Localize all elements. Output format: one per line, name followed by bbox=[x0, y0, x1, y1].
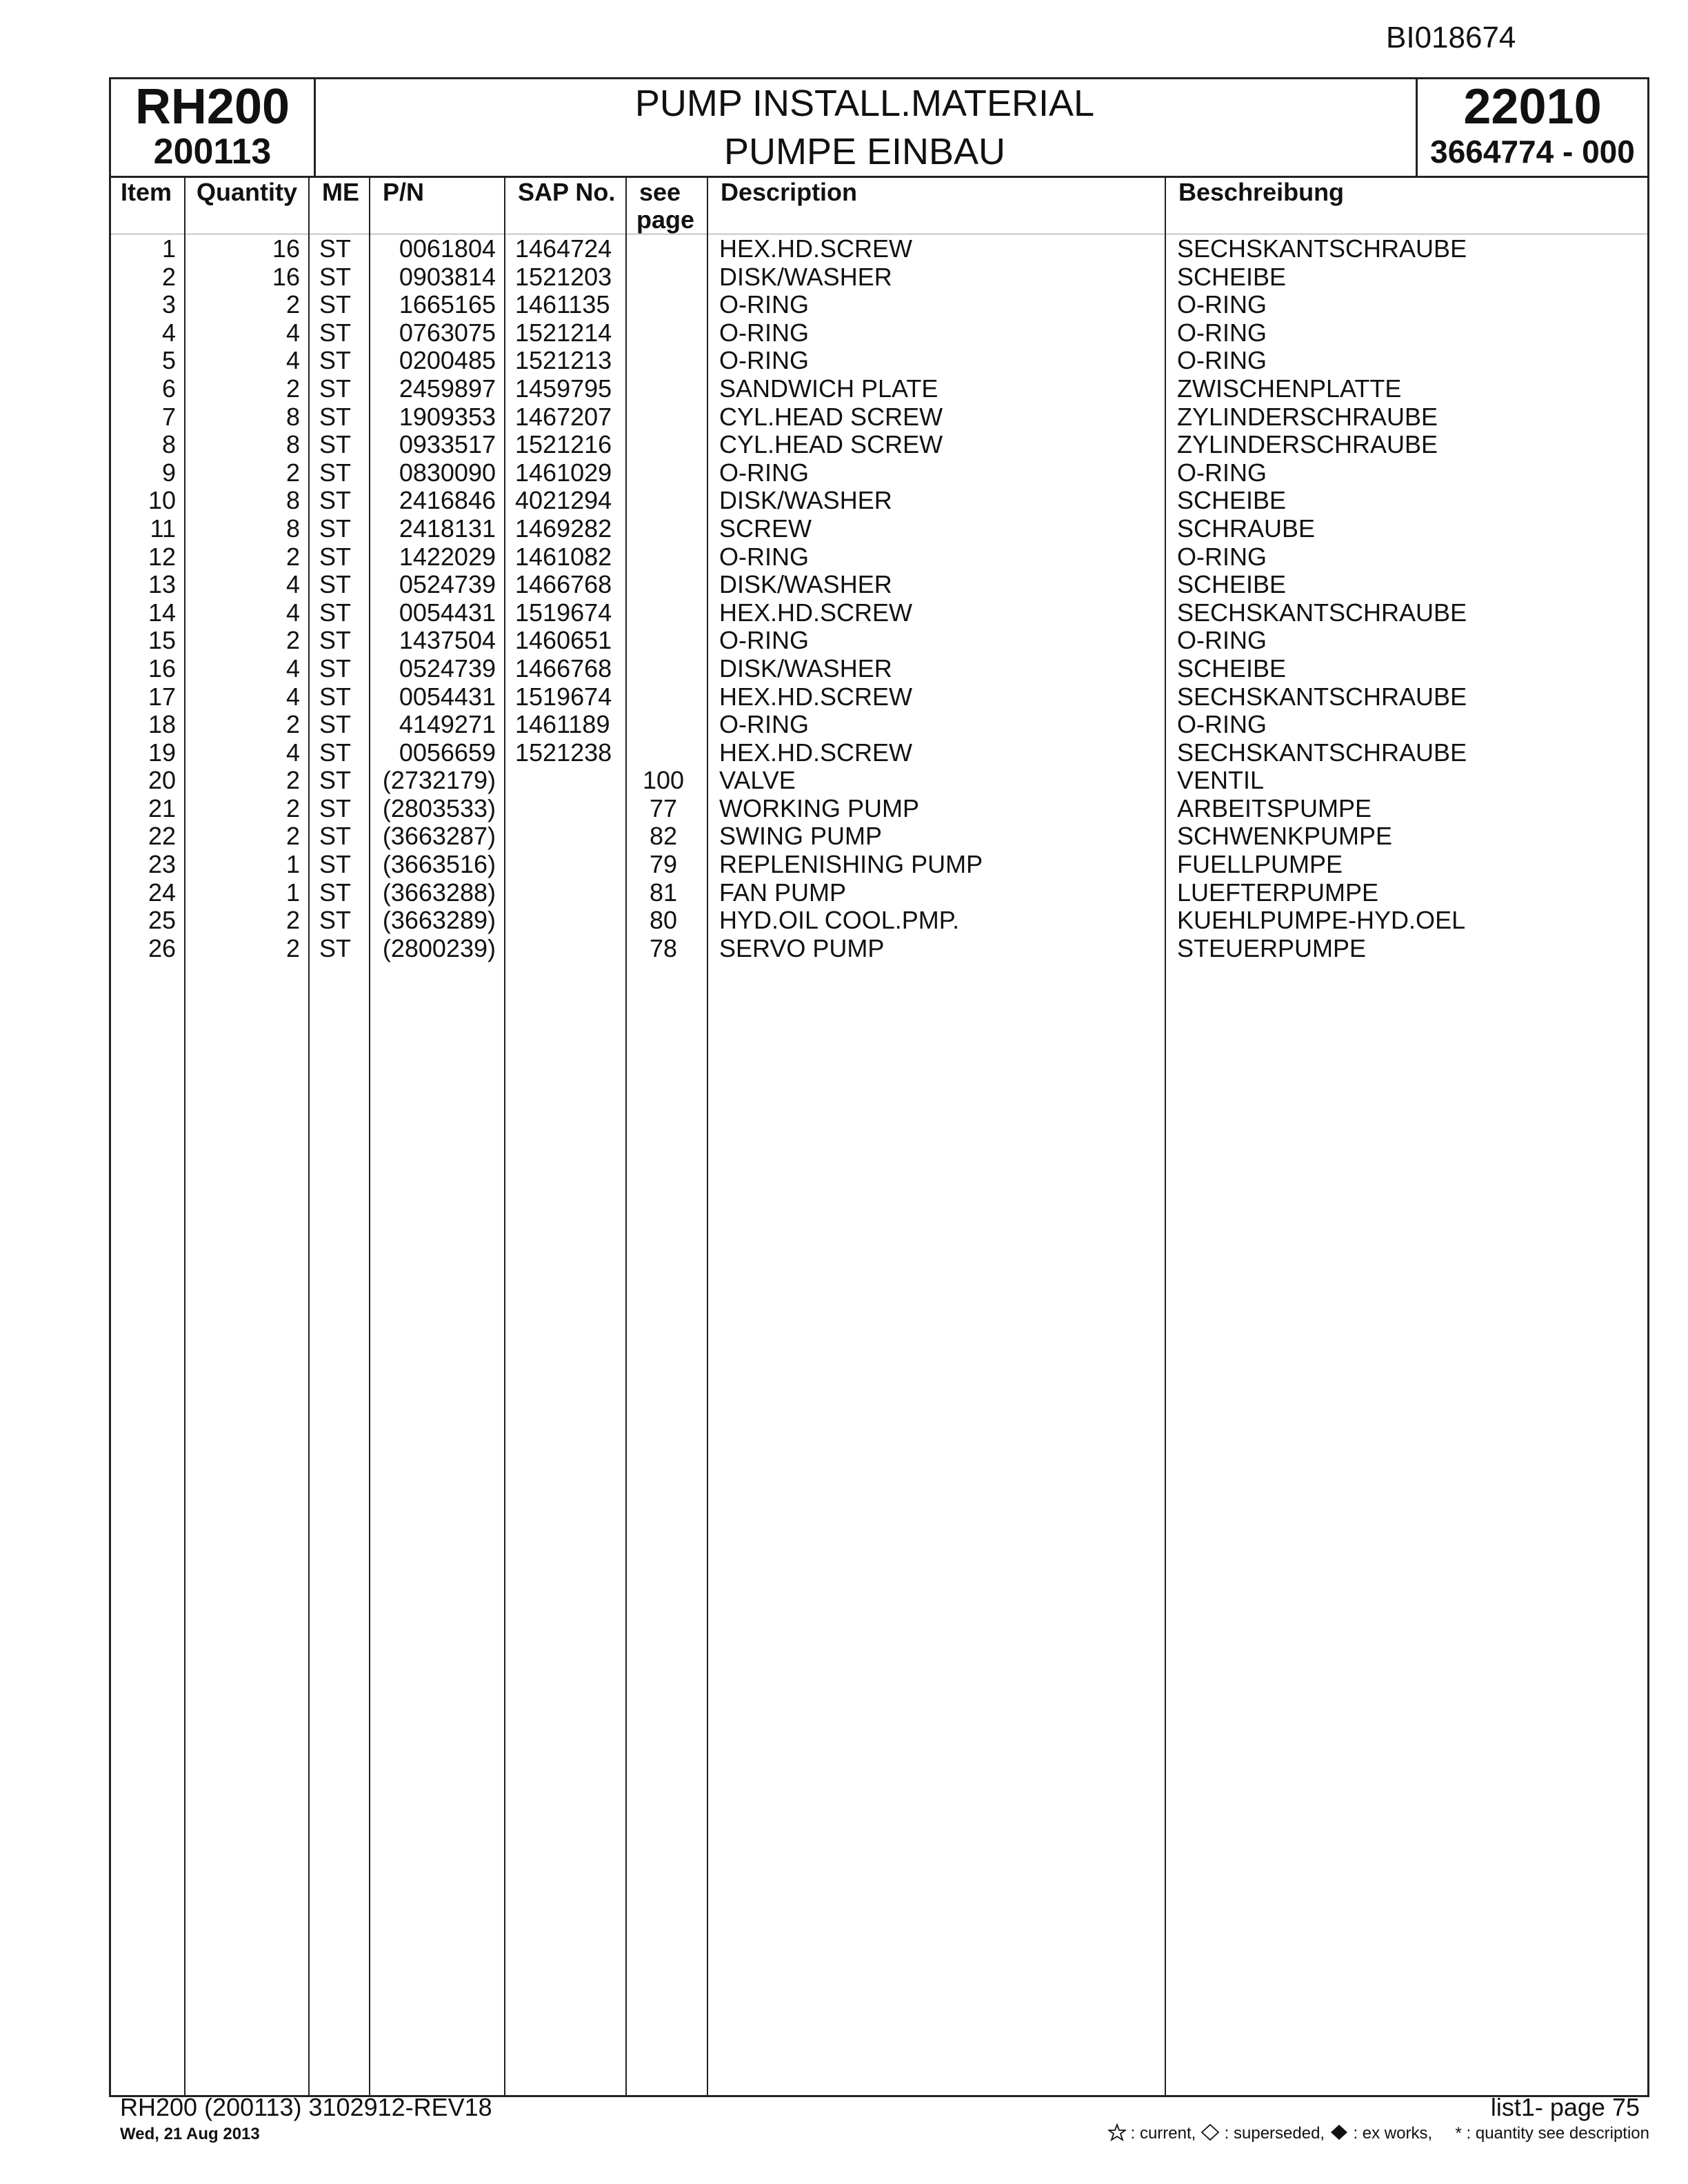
cell-me: ST bbox=[319, 402, 352, 431]
cell-me: ST bbox=[319, 458, 352, 487]
cell-item: 12 bbox=[148, 542, 176, 571]
cell-sap: 1521238 bbox=[515, 738, 612, 767]
cell-description: SWING PUMP bbox=[719, 822, 883, 851]
title-block bbox=[111, 79, 1647, 178]
cell-see-page: 79 bbox=[649, 850, 678, 879]
cell-description: DISK/WASHER bbox=[719, 654, 892, 682]
footer-page-number: list1- page 75 bbox=[1490, 2093, 1640, 2121]
table-row bbox=[111, 935, 1647, 963]
cell-quantity: 2 bbox=[285, 822, 300, 851]
cell-pn: (2732179) bbox=[382, 766, 496, 795]
assembly-part-number: 3664774 - 000 bbox=[1430, 134, 1635, 170]
parts-list-frame bbox=[109, 77, 1649, 2097]
table-row bbox=[111, 459, 1647, 487]
assembly-title-en: PUMP INSTALL.MATERIAL bbox=[634, 83, 1095, 124]
table-row bbox=[111, 879, 1647, 907]
legend-superseded: : superseded, bbox=[1224, 2124, 1325, 2143]
cell-pn: (3663287) bbox=[382, 822, 496, 851]
cell-item: 10 bbox=[148, 486, 176, 515]
legend-ex-works: : ex works, bbox=[1353, 2124, 1433, 2143]
cell-quantity: 2 bbox=[285, 542, 300, 571]
cell-beschreibung: SECHSKANTSCHRAUBE bbox=[1177, 234, 1467, 263]
cell-sap: 1521216 bbox=[515, 430, 612, 459]
table-row bbox=[111, 683, 1647, 711]
cell-pn: 1665165 bbox=[399, 290, 496, 319]
cell-item: 11 bbox=[150, 514, 176, 543]
cell-sap: 1521213 bbox=[515, 346, 612, 375]
cell-pn: 0830090 bbox=[399, 458, 496, 487]
cell-me: ST bbox=[319, 710, 352, 739]
cell-sap: 4021294 bbox=[515, 486, 612, 515]
cell-pn: 0524739 bbox=[399, 654, 496, 682]
legend bbox=[1108, 2123, 1649, 2143]
cell-item: 7 bbox=[161, 402, 176, 431]
cell-description: O-RING bbox=[719, 346, 809, 375]
cell-item: 24 bbox=[148, 878, 176, 907]
cell-pn: 1437504 bbox=[399, 626, 496, 655]
cell-me: ST bbox=[319, 486, 352, 515]
cell-pn: 0933517 bbox=[399, 430, 496, 459]
cell-beschreibung: SCHEIBE bbox=[1177, 654, 1287, 682]
col-item: Item bbox=[121, 178, 172, 206]
cell-me: ST bbox=[319, 878, 352, 907]
cell-sap: 1467207 bbox=[515, 402, 612, 431]
cell-description: REPLENISHING PUMP bbox=[719, 850, 983, 879]
cell-item: 23 bbox=[148, 850, 176, 879]
cell-sap: 1461082 bbox=[515, 542, 612, 571]
cell-quantity: 2 bbox=[285, 710, 300, 739]
cell-see-page: 77 bbox=[649, 793, 678, 822]
cell-sap: 1461189 bbox=[515, 710, 610, 739]
cell-item: 3 bbox=[161, 290, 176, 319]
cell-pn: (2800239) bbox=[382, 933, 496, 962]
cell-beschreibung: STEUERPUMPE bbox=[1177, 933, 1367, 962]
cell-quantity: 16 bbox=[272, 262, 300, 291]
cell-beschreibung: KUEHLPUMPE-HYD.OEL bbox=[1177, 906, 1466, 935]
cell-description: O-RING bbox=[719, 710, 809, 739]
assembly-title-block bbox=[314, 79, 1418, 176]
model-block bbox=[111, 79, 316, 176]
cell-me: ST bbox=[319, 654, 352, 682]
cell-item: 20 bbox=[148, 766, 176, 795]
cell-me: ST bbox=[319, 766, 352, 795]
cell-pn: 0524739 bbox=[399, 570, 496, 599]
star-outline-icon bbox=[1108, 2123, 1126, 2141]
cell-item: 21 bbox=[148, 793, 176, 822]
cell-beschreibung: O-RING bbox=[1177, 458, 1267, 487]
table-row bbox=[111, 403, 1647, 432]
col-me: ME bbox=[322, 178, 359, 206]
cell-beschreibung: ZYLINDERSCHRAUBE bbox=[1177, 402, 1438, 431]
cell-sap: 1521203 bbox=[515, 262, 612, 291]
cell-beschreibung: ARBEITSPUMPE bbox=[1177, 793, 1372, 822]
cell-me: ST bbox=[319, 374, 352, 403]
cell-me: ST bbox=[319, 542, 352, 571]
cell-item: 2 bbox=[161, 262, 176, 291]
cell-beschreibung: SECHSKANTSCHRAUBE bbox=[1177, 682, 1467, 711]
cell-description: SANDWICH PLATE bbox=[719, 374, 938, 403]
cell-beschreibung: SCHWENKPUMPE bbox=[1177, 822, 1393, 851]
col-pn: P/N bbox=[383, 178, 425, 206]
col-quantity: Quantity bbox=[197, 178, 298, 206]
col-see: see bbox=[639, 178, 681, 206]
cell-pn: 0054431 bbox=[399, 598, 496, 627]
col-description: Description bbox=[721, 178, 858, 206]
cell-quantity: 2 bbox=[285, 793, 300, 822]
cell-beschreibung: VENTIL bbox=[1177, 766, 1265, 795]
cell-quantity: 1 bbox=[285, 878, 300, 907]
cell-beschreibung: SCHEIBE bbox=[1177, 486, 1287, 515]
cell-beschreibung: O-RING bbox=[1177, 710, 1267, 739]
cell-pn: (2803533) bbox=[382, 793, 496, 822]
cell-description: DISK/WASHER bbox=[719, 262, 892, 291]
cell-me: ST bbox=[319, 598, 352, 627]
assembly-title-de: PUMPE EINBAU bbox=[723, 131, 1006, 172]
cell-description: O-RING bbox=[719, 458, 809, 487]
cell-quantity: 8 bbox=[285, 514, 300, 543]
table-row bbox=[111, 571, 1647, 599]
cell-item: 19 bbox=[148, 738, 176, 767]
cell-quantity: 4 bbox=[285, 654, 300, 682]
cell-quantity: 2 bbox=[285, 933, 300, 962]
cell-me: ST bbox=[319, 318, 352, 347]
table-row bbox=[111, 431, 1647, 459]
cell-quantity: 2 bbox=[285, 906, 300, 935]
cell-description: DISK/WASHER bbox=[719, 486, 892, 515]
cell-item: 6 bbox=[161, 374, 176, 403]
cell-description: SERVO PUMP bbox=[719, 933, 885, 962]
cell-see-page: 80 bbox=[649, 906, 678, 935]
cell-description: HEX.HD.SCREW bbox=[719, 738, 913, 767]
footer-document-ref: RH200 (200113) 3102912-REV18 bbox=[120, 2093, 492, 2121]
cell-description: HEX.HD.SCREW bbox=[719, 682, 913, 711]
cell-beschreibung: SECHSKANTSCHRAUBE bbox=[1177, 598, 1467, 627]
cell-description: HYD.OIL COOL.PMP. bbox=[719, 906, 960, 935]
cell-item: 1 bbox=[161, 234, 176, 263]
cell-description: CYL.HEAD SCREW bbox=[719, 430, 943, 459]
cell-quantity: 8 bbox=[285, 402, 300, 431]
table-row bbox=[111, 543, 1647, 572]
table-row bbox=[111, 627, 1647, 655]
cell-beschreibung: ZYLINDERSCHRAUBE bbox=[1177, 430, 1438, 459]
cell-item: 5 bbox=[161, 346, 176, 375]
cell-beschreibung: SCHEIBE bbox=[1177, 262, 1287, 291]
table-row bbox=[111, 375, 1647, 403]
cell-quantity: 4 bbox=[285, 318, 300, 347]
cell-beschreibung: SECHSKANTSCHRAUBE bbox=[1177, 738, 1467, 767]
cell-quantity: 2 bbox=[285, 374, 300, 403]
cell-quantity: 8 bbox=[285, 430, 300, 459]
cell-sap: 1521214 bbox=[515, 318, 612, 347]
column-headers bbox=[111, 176, 1647, 234]
cell-pn: 2459897 bbox=[399, 374, 496, 403]
cell-item: 22 bbox=[148, 822, 176, 851]
cell-quantity: 2 bbox=[285, 626, 300, 655]
cell-pn: (3663516) bbox=[382, 850, 496, 879]
cell-pn: 0054431 bbox=[399, 682, 496, 711]
table-row bbox=[111, 487, 1647, 515]
cell-quantity: 8 bbox=[285, 486, 300, 515]
cell-item: 15 bbox=[148, 626, 176, 655]
cell-description: O-RING bbox=[719, 626, 809, 655]
cell-sap: 1519674 bbox=[515, 598, 612, 627]
cell-description: O-RING bbox=[719, 542, 809, 571]
cell-item: 14 bbox=[148, 598, 176, 627]
table-row bbox=[111, 907, 1647, 935]
table-row bbox=[111, 599, 1647, 627]
col-page: page bbox=[636, 205, 695, 234]
cell-item: 16 bbox=[148, 654, 176, 682]
cell-description: VALVE bbox=[719, 766, 796, 795]
cell-pn: 0200485 bbox=[399, 346, 496, 375]
cell-pn: (3663289) bbox=[382, 906, 496, 935]
cell-item: 13 bbox=[148, 570, 176, 599]
cell-pn: (3663288) bbox=[382, 878, 496, 907]
cell-pn: 2416846 bbox=[399, 486, 496, 515]
table-row bbox=[111, 235, 1647, 263]
cell-sap: 1466768 bbox=[515, 654, 612, 682]
cell-me: ST bbox=[319, 682, 352, 711]
cell-me: ST bbox=[319, 514, 352, 543]
parts-table-body bbox=[111, 235, 1647, 962]
cell-see-page: 100 bbox=[642, 766, 685, 795]
cell-me: ST bbox=[319, 430, 352, 459]
cell-beschreibung: LUEFTERPUMPE bbox=[1177, 878, 1379, 907]
cell-quantity: 4 bbox=[285, 738, 300, 767]
cell-pn: 1422029 bbox=[399, 542, 496, 571]
cell-beschreibung: ZWISCHENPLATTE bbox=[1177, 374, 1402, 403]
cell-me: ST bbox=[319, 738, 352, 767]
table-row bbox=[111, 515, 1647, 543]
cell-description: HEX.HD.SCREW bbox=[719, 598, 913, 627]
cell-quantity: 4 bbox=[285, 682, 300, 711]
cell-description: CYL.HEAD SCREW bbox=[719, 402, 943, 431]
legend-quantity: * : quantity see description bbox=[1455, 2124, 1649, 2143]
cell-sap: 1461135 bbox=[515, 290, 610, 319]
table-row bbox=[111, 347, 1647, 375]
table-row bbox=[111, 851, 1647, 879]
cell-description: WORKING PUMP bbox=[719, 793, 920, 822]
cell-me: ST bbox=[319, 290, 352, 319]
cell-quantity: 4 bbox=[285, 346, 300, 375]
cell-sap: 1459795 bbox=[515, 374, 612, 403]
cell-pn: 0056659 bbox=[399, 738, 496, 767]
cell-beschreibung: O-RING bbox=[1177, 542, 1267, 571]
cell-item: 25 bbox=[148, 906, 176, 935]
col-sap: SAP No. bbox=[518, 178, 616, 206]
cell-me: ST bbox=[319, 822, 352, 851]
cell-beschreibung: O-RING bbox=[1177, 290, 1267, 319]
cell-pn: 2418131 bbox=[399, 514, 496, 543]
col-beschreibung: Beschreibung bbox=[1178, 178, 1345, 206]
table-row bbox=[111, 795, 1647, 823]
legend-current: : current, bbox=[1130, 2124, 1196, 2143]
model-name: RH200 bbox=[134, 79, 290, 134]
serial-number: 200113 bbox=[153, 132, 272, 172]
group-number: 22010 bbox=[1463, 79, 1602, 134]
cell-me: ST bbox=[319, 346, 352, 375]
cell-me: ST bbox=[319, 262, 352, 291]
cell-me: ST bbox=[319, 234, 352, 263]
table-row bbox=[111, 711, 1647, 739]
cell-see-page: 81 bbox=[649, 878, 678, 907]
table-row bbox=[111, 655, 1647, 683]
cell-sap: 1460651 bbox=[515, 626, 612, 655]
cell-see-page: 78 bbox=[649, 933, 678, 962]
cell-description: O-RING bbox=[719, 318, 809, 347]
cell-see-page: 82 bbox=[649, 822, 678, 851]
cell-pn: 1909353 bbox=[399, 402, 496, 431]
cell-pn: 0763075 bbox=[399, 318, 496, 347]
cell-me: ST bbox=[319, 933, 352, 962]
table-row bbox=[111, 822, 1647, 851]
cell-description: O-RING bbox=[719, 290, 809, 319]
cell-item: 17 bbox=[148, 682, 176, 711]
diamond-outline-icon bbox=[1200, 2123, 1220, 2141]
cell-me: ST bbox=[319, 570, 352, 599]
cell-beschreibung: FUELLPUMPE bbox=[1177, 850, 1343, 879]
cell-quantity: 1 bbox=[285, 850, 300, 879]
cell-me: ST bbox=[319, 626, 352, 655]
table-row bbox=[111, 319, 1647, 347]
group-block bbox=[1416, 79, 1649, 176]
cell-description: FAN PUMP bbox=[719, 878, 847, 907]
table-row bbox=[111, 263, 1647, 292]
cell-description: HEX.HD.SCREW bbox=[719, 234, 913, 263]
diamond-filled-icon bbox=[1329, 2123, 1349, 2141]
table-row bbox=[111, 291, 1647, 319]
cell-description: SCREW bbox=[719, 514, 812, 543]
cell-item: 9 bbox=[161, 458, 176, 487]
table-row bbox=[111, 739, 1647, 767]
footer-date: Wed, 21 Aug 2013 bbox=[120, 2125, 260, 2143]
cell-item: 4 bbox=[161, 318, 176, 347]
cell-quantity: 16 bbox=[272, 234, 300, 263]
cell-me: ST bbox=[319, 906, 352, 935]
cell-sap: 1519674 bbox=[515, 682, 612, 711]
cell-sap: 1466768 bbox=[515, 570, 612, 599]
cell-description: DISK/WASHER bbox=[719, 570, 892, 599]
cell-sap: 1464724 bbox=[515, 234, 612, 263]
cell-item: 8 bbox=[161, 430, 176, 459]
document-id: BI018674 bbox=[1386, 21, 1516, 54]
cell-item: 18 bbox=[148, 710, 176, 739]
cell-quantity: 4 bbox=[285, 570, 300, 599]
cell-beschreibung: SCHEIBE bbox=[1177, 570, 1287, 599]
cell-beschreibung: SCHRAUBE bbox=[1177, 514, 1316, 543]
cell-pn: 0903814 bbox=[399, 262, 496, 291]
cell-sap: 1461029 bbox=[515, 458, 612, 487]
cell-item: 26 bbox=[148, 933, 176, 962]
cell-me: ST bbox=[319, 850, 352, 879]
table-row bbox=[111, 767, 1647, 795]
cell-beschreibung: O-RING bbox=[1177, 346, 1267, 375]
cell-beschreibung: O-RING bbox=[1177, 318, 1267, 347]
cell-pn: 4149271 bbox=[399, 710, 496, 739]
cell-quantity: 2 bbox=[285, 458, 300, 487]
cell-quantity: 2 bbox=[285, 290, 300, 319]
cell-quantity: 4 bbox=[285, 598, 300, 627]
cell-beschreibung: O-RING bbox=[1177, 626, 1267, 655]
cell-me: ST bbox=[319, 793, 352, 822]
cell-quantity: 2 bbox=[285, 766, 300, 795]
cell-sap: 1469282 bbox=[515, 514, 612, 543]
cell-pn: 0061804 bbox=[399, 234, 496, 263]
